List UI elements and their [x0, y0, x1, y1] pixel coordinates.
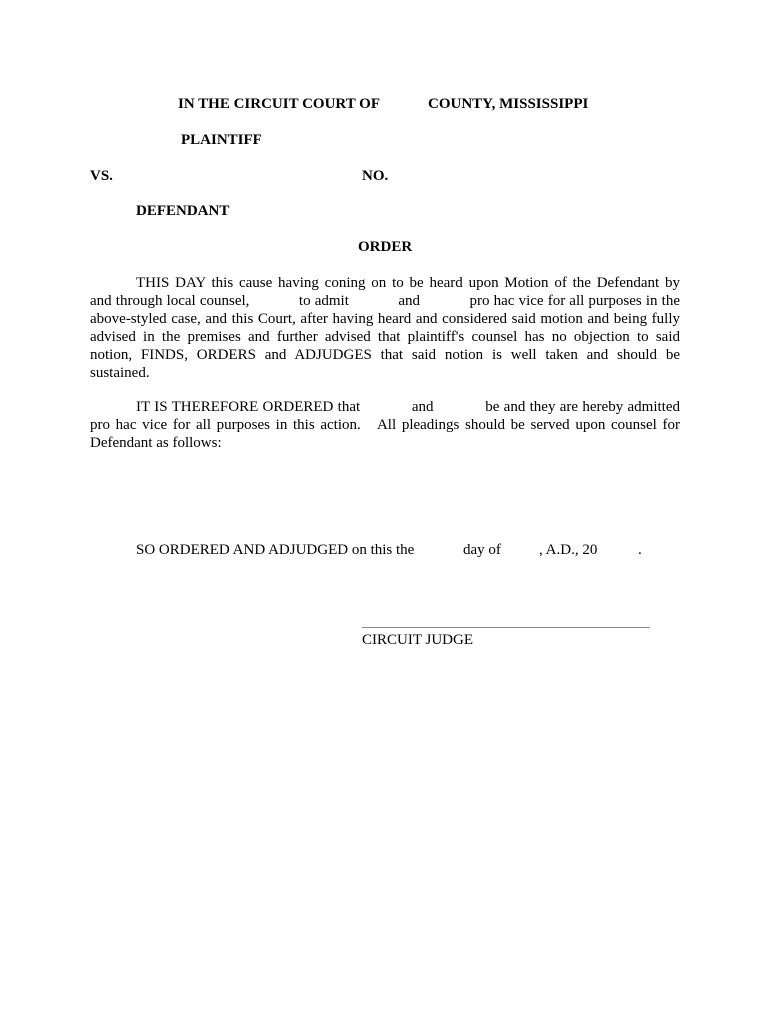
paragraph-line: above-styled case, and this Court, after having heard and considered said motion and being fully: [90, 311, 680, 327]
paragraph-line: notion, FINDS, ORDERS and ADJUDGES that said notion is well taken and should be: [90, 347, 680, 363]
document-title: ORDER: [358, 239, 413, 255]
paragraph-line: THIS DAY this cause having coning on to be heard upon Motion of the Defendant by: [136, 275, 680, 291]
signature-line: [362, 627, 650, 628]
paragraph-line: sustained.: [90, 365, 150, 381]
court-name-prefix: IN THE CIRCUIT COURT OF: [178, 96, 381, 112]
court-name-suffix: COUNTY, MISSISSIPPI: [428, 96, 589, 112]
versus-label: VS.: [90, 168, 113, 184]
paragraph-line: advised in the premises and further advised that plaintiff's counsel has no objection to said: [90, 329, 680, 345]
paragraph-line: Defendant as follows:: [90, 435, 222, 451]
judge-signature-label: CIRCUIT JUDGE: [362, 632, 473, 648]
plaintiff-label: PLAINTIFF: [181, 132, 262, 148]
paragraph-line: IT IS THEREFORE ORDERED that and be and they are hereby admitted: [136, 399, 680, 415]
paragraph-line: and through local counsel, to admit and pro hac vice for all purposes in the: [90, 293, 680, 309]
order-paragraph: [90, 398, 680, 452]
case-number-label: NO.: [362, 168, 389, 184]
defendant-label: DEFENDANT: [136, 203, 230, 219]
ad-year-text: , A.D., 20: [539, 542, 598, 558]
paragraph-line: pro hac vice for all purposes in this action. All pleadings should be served upon counsel for: [90, 417, 680, 433]
closing-period: .: [638, 542, 642, 558]
day-of-text: day of: [463, 542, 501, 558]
motion-paragraph: [90, 274, 680, 382]
ordered-adjudged-text: SO ORDERED AND ADJUDGED on this the: [136, 542, 415, 558]
